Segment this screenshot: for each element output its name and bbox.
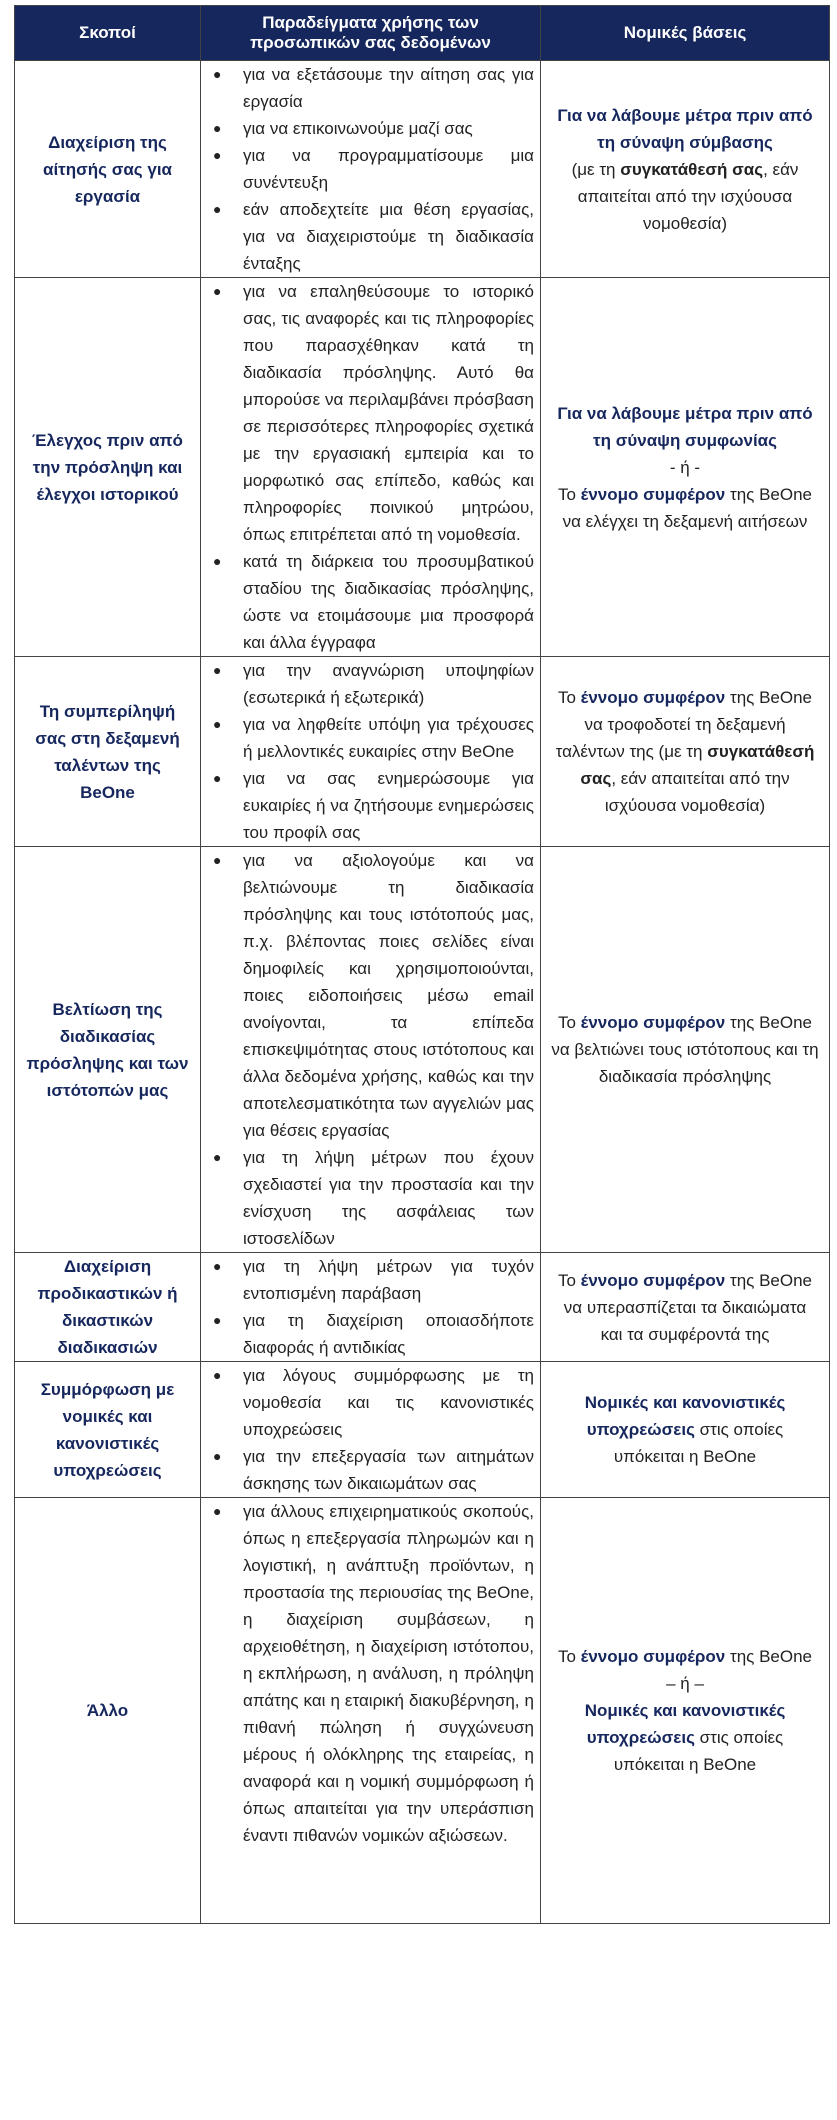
examples-list (201, 1253, 534, 1361)
basis-separator: – ή – (666, 1674, 704, 1693)
examples-list (201, 278, 534, 656)
examples-cell (201, 1362, 541, 1498)
bullet-icon: ● (213, 1367, 222, 1383)
bullet-icon: ● (213, 1149, 222, 1165)
basis-emphasis: έννομο συμφέρον (580, 1270, 726, 1290)
list-item: ● για λόγους συμμόρφωσης με τη νομοθεσία και τις κανονιστικές υποχρεώσεις (243, 1362, 534, 1443)
bullet-icon: ● (213, 66, 222, 82)
basis-emphasis: έννομο συμφέρον (580, 1013, 726, 1032)
list-item: ● για να επικοινωνούμε μαζί σας (243, 115, 534, 142)
list-item: ● για να εξετάσουμε την αίτηση σας για εργασία (243, 61, 534, 115)
table-header-row (15, 6, 830, 61)
basis-separator: - ή - (669, 457, 701, 477)
bullet-icon: ● (213, 852, 222, 868)
table-row (15, 847, 830, 1253)
table-row (15, 1362, 830, 1498)
examples-list (201, 847, 534, 1252)
legal-basis-cell: Για να λάβουμε μέτρα πριν από τη σύναψη συμφωνίας - ή - Το έννομο συμφέρον της BeOne να ελέγχει τη δεξαμενή αιτήσεων (541, 278, 830, 657)
list-item: ● για να ληφθείτε υπόψη για τρέχουσες ή μελλοντικές ευκαιρίες στην BeOne (243, 711, 534, 765)
purpose-cell: Διαχείριση προδικαστικών ή δικαστικών διαδικασιών (15, 1253, 201, 1362)
basis-emphasis: Για να λάβουμε μέτρα πριν από τη σύναψη συμφωνίας (557, 403, 813, 450)
bullet-icon: ● (213, 770, 222, 786)
purpose-cell: Συμμόρφωση με νομικές και κανονιστικές υποχρεώσεις (15, 1362, 201, 1498)
legal-basis-cell: Το έννομο συμφέρον της BeOne να βελτιώνει τους ιστότοπους και τη διαδικασία πρόσληψης (541, 847, 830, 1253)
basis-emphasis: Νομικές και κανονιστικές υποχρεώσεις (584, 1393, 786, 1439)
examples-list (201, 61, 534, 277)
legal-basis-cell: Για να λάβουμε μέτρα πριν από τη σύναψη σύμβασης (με τη συγκατάθεσή σας, εάν απαιτείται από την ισχύουσα νομοθεσία) (541, 61, 830, 278)
purpose-cell: Διαχείριση της αίτησής σας για εργασία (15, 61, 201, 278)
bullet-icon: ● (213, 283, 222, 299)
examples-list (201, 1362, 534, 1497)
examples-cell (201, 1498, 541, 1924)
list-item: ● για τη λήψη μέτρων για τυχόν εντοπισμένη παράβαση (243, 1253, 534, 1307)
bullet-icon: ● (213, 553, 222, 569)
examples-list (201, 1498, 534, 1849)
examples-cell (201, 278, 541, 657)
bullet-icon: ● (213, 1258, 222, 1274)
legal-basis-cell: Το έννομο συμφέρον της BeOne – ή – Νομικές και κανονιστικές υποχρεώσεις στις οποίες υπόκειται η BeOne (541, 1498, 830, 1924)
table-row (15, 278, 830, 657)
legal-basis-table (14, 5, 830, 1924)
basis-emphasis: έννομο συμφέρον (580, 688, 726, 707)
examples-cell (201, 657, 541, 847)
list-item: ● για να αξιολογούμε και να βελτιώνουμε τη διαδικασία πρόσληψης και τους ιστότοπούς μας, π.χ. βλέποντας ποιες σελίδες είναι δημοφιλείς και χρησιμοποιούνται, ποιες ειδοποιήσεις μέσω email ανοίγονται, τα επίπεδα επισκεψιμότητας στους ιστότοπους και άλλα δεδομένα χρήσης, καθώς και την αποτελεσματικότητα των αγγελιών μας για θέσεις εργασίας (243, 847, 534, 1144)
bullet-icon: ● (213, 147, 222, 163)
purpose-cell: Άλλο (15, 1498, 201, 1924)
bullet-icon: ● (213, 662, 222, 678)
list-item: ● για να σας ενημερώσουμε για ευκαιρίες ή να ζητήσουμε ενημερώσεις του προφίλ σας (243, 765, 534, 846)
bullet-icon: ● (213, 1503, 222, 1519)
legal-basis-cell: Νομικές και κανονιστικές υποχρεώσεις στις οποίες υπόκειται η BeOne (541, 1362, 830, 1498)
table-row (15, 657, 830, 847)
examples-list (201, 657, 534, 846)
purpose-cell: Βελτίωση της διαδικασίας πρόσληψης και των ιστότοπών μας (15, 847, 201, 1253)
list-item: ● εάν αποδεχτείτε μια θέση εργασίας, για να διαχειριστούμε τη διαδικασία ένταξης (243, 196, 534, 277)
list-item: ● για τη διαχείριση οποιασδήποτε διαφοράς ή αντιδικίας (243, 1307, 534, 1361)
list-item: ● για άλλους επιχειρηματικούς σκοπούς, όπως η επεξεργασία πληρωμών και η λογιστική, η ανάπτυξη προϊόντων, η προστασία της περιουσίας της BeOne, η διαχείριση συμβάσεων, η αρχειοθέτηση, η διαχείριση ιστότοπου, η εκπλήρωση, η ανάλυση, η πρόληψη απάτης και η εταιρική διακυβέρνηση, η πιθανή πώληση ή συγχώνευση μέρους ή ολόκληρης της εταιρείας, η αναφορά και η νομική συμμόρφωση ή όπως απαιτείται για την υπεράσπιση έναντι πιθανών νομικών αξιώσεων. (243, 1498, 534, 1849)
header-legal-basis: Νομικές βάσεις (541, 6, 830, 61)
purpose-cell: Τη συμπερίληψή σας στη δεξαμενή ταλέντων της BeOne (15, 657, 201, 847)
basis-emphasis: Για να λάβουμε μέτρα πριν από τη σύναψη σύμβασης (557, 105, 813, 152)
bullet-icon: ● (213, 201, 222, 217)
table-row (15, 1253, 830, 1362)
list-item: ● για τη λήψη μέτρων που έχουν σχεδιαστεί για την προστασία και την ενίσχυση της ασφάλειας των ιστοσελίδων (243, 1144, 534, 1252)
list-item: ● για να προγραμματίσουμε μια συνέντευξη (243, 142, 534, 196)
table-row (15, 61, 830, 278)
bullet-icon: ● (213, 716, 222, 732)
list-item: ● κατά τη διάρκεια του προσυμβατικού σταδίου της διαδικασίας πρόσληψης, ώστε να ετοιμάσουμε μια προσφορά και άλλα έγγραφα (243, 548, 534, 656)
basis-emphasis: έννομο συμφέρον (580, 1647, 726, 1666)
header-examples: Παραδείγματα χρήσης των προσωπικών σας δεδομένων (201, 6, 541, 61)
examples-cell (201, 847, 541, 1253)
examples-cell (201, 1253, 541, 1362)
bullet-icon: ● (213, 120, 222, 136)
list-item: ● για να επαληθεύσουμε το ιστορικό σας, τις αναφορές και τις πληροφορίες που παρασχέθηκαν κατά τη διαδικασία πρόσληψης. Αυτό θα μπορούσε να περιλαμβάνει πρόσβαση σε περισσότερες πληροφορίες σχετικά με την εργασιακή εμπειρία και το μορφωτικό σας επίπεδο, καθώς και πληροφορίες ποινικού μητρώου, όπως επιτρέπεται από τη νομοθεσία. (243, 278, 534, 548)
bullet-icon: ● (213, 1312, 222, 1328)
table-row (15, 1498, 830, 1924)
legal-basis-cell: Το έννομο συμφέρον της BeOne να τροφοδοτεί τη δεξαμενή ταλέντων της (με τη συγκατάθεσή σας, εάν απαιτείται από την ισχύουσα νομοθεσία) (541, 657, 830, 847)
list-item: ● για την επεξεργασία των αιτημάτων άσκησης των δικαιωμάτων σας (243, 1443, 534, 1497)
purpose-cell: Έλεγχος πριν από την πρόσληψη και έλεγχοι ιστορικού (15, 278, 201, 657)
header-purpose: Σκοποί (15, 6, 201, 61)
examples-cell (201, 61, 541, 278)
list-item: ● για την αναγνώριση υποψηφίων (εσωτερικά ή εξωτερικά) (243, 657, 534, 711)
legal-basis-cell: Το έννομο συμφέρον της BeOne να υπερασπίζεται τα δικαιώματα και τα συμφέροντά της (541, 1253, 830, 1362)
bullet-icon: ● (213, 1448, 222, 1464)
